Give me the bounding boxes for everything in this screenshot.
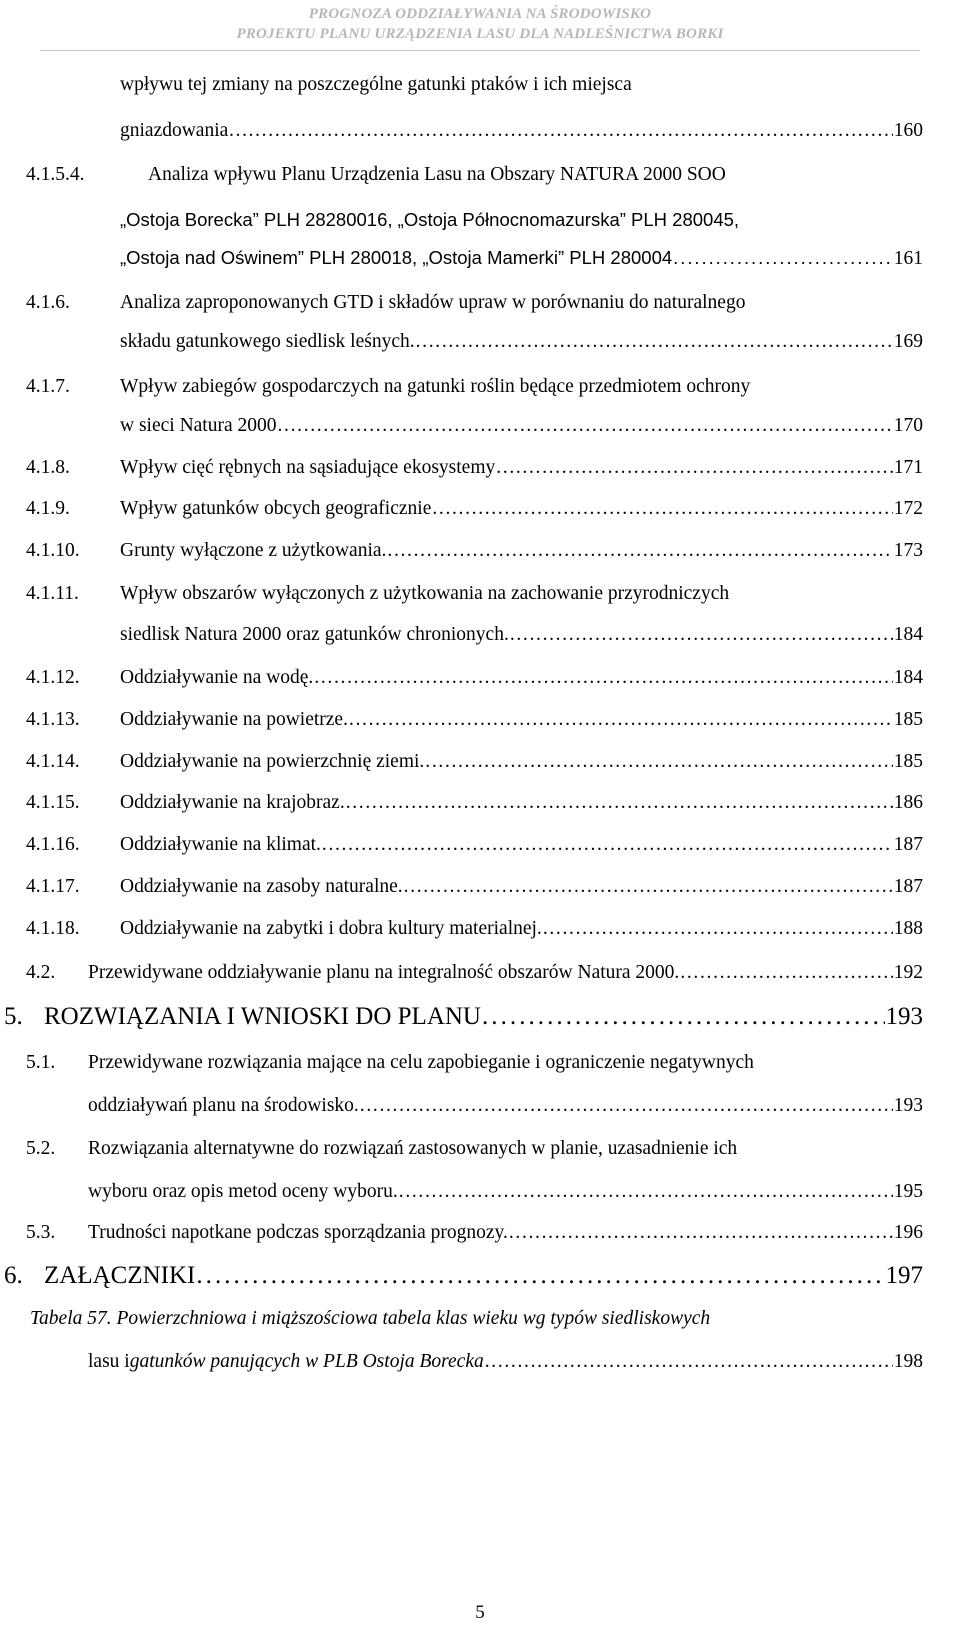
toc-number: 4.1.13.: [26, 709, 80, 730]
toc-page-number: 184: [893, 667, 923, 688]
toc-entry-text: Wpływ cięć rębnych na sąsiadujące ekosystemy: [120, 457, 496, 478]
toc-entry-text: ZAŁĄCZNIKI: [44, 1262, 196, 1289]
page-header: [0, 4, 960, 44]
toc-number: 4.1.14.: [26, 751, 80, 772]
toc-entry-text: Wpływ gatunków obcych geograficznie: [120, 498, 432, 519]
toc-entry-continuation[interactable]: [120, 120, 923, 142]
toc-entry-text: oddziaływań planu na środowisko.: [88, 1095, 359, 1116]
dot-leader: [268, 120, 892, 142]
toc-number: 4.1.9.: [26, 498, 70, 519]
toc-entry-4-1-9[interactable]: [120, 498, 923, 520]
toc-entry-6[interactable]: [44, 1262, 923, 1290]
toc-continuation-line-1: wpływu tej zmiany na poszczególne gatunki ptaków i ich miejsca: [120, 74, 632, 95]
toc-entry-4-1-12[interactable]: [120, 667, 923, 689]
toc-entry-line: Przewidywane rozwiązania mające na celu zapobieganie i ograniczenie negatywnych: [88, 1052, 754, 1073]
toc-number: 4.1.11.: [26, 583, 79, 604]
toc-page-number: 172: [893, 498, 923, 519]
toc-number: 4.1.16.: [26, 834, 80, 855]
toc-entry-text: ROZWIĄZANIA I WNIOSKI DO PLANU: [44, 1003, 481, 1030]
toc-entry-text: Oddziaływanie na wodę.: [120, 667, 314, 688]
toc-entry-text: wyboru oraz opis metod oceny wyboru.: [88, 1181, 398, 1202]
toc-entry-5[interactable]: [44, 1003, 923, 1031]
toc-entry-text-italic: gatunków panujących w PLB Ostoja Borecka: [129, 1351, 484, 1372]
dot-leader: [509, 1222, 893, 1244]
toc-entry-text: Oddziaływanie na zasoby naturalne.: [120, 876, 403, 897]
toc-number: 5.3.: [26, 1222, 56, 1243]
toc-number: 5.2.: [26, 1138, 56, 1159]
toc-page-number: 193: [885, 1003, 923, 1030]
toc-page-number: 184: [893, 624, 923, 645]
toc-page-number: 197: [885, 1262, 923, 1289]
toc-page-number: 187: [893, 834, 923, 855]
toc-number: 4.1.5.4.: [26, 164, 85, 185]
toc-number: 4.2.: [26, 962, 56, 983]
toc-entry-text-plain: lasu i: [88, 1351, 130, 1372]
dot-leader: [349, 709, 893, 731]
dot-leader: [387, 540, 892, 562]
toc-page-number: 160: [893, 120, 923, 141]
toc-page-number: 186: [893, 792, 923, 813]
toc-entry-text: Oddziaływanie na powierzchnię ziemi.: [120, 751, 425, 772]
toc-page-number: 195: [893, 1181, 923, 1202]
header-divider: [40, 50, 920, 51]
toc-entry-4-1-8[interactable]: [120, 457, 923, 479]
dot-leader: [404, 876, 893, 898]
dot-leader: [196, 1262, 884, 1290]
toc-number: 6.: [4, 1262, 23, 1289]
toc-entry-4-1-14[interactable]: [120, 751, 923, 773]
dot-leader: [673, 247, 893, 269]
toc-entry-tabela-57[interactable]: [88, 1351, 923, 1373]
toc-number: 4.1.10.: [26, 540, 80, 561]
dot-leader: [432, 498, 892, 520]
toc-entry-4-1-10[interactable]: [120, 540, 923, 562]
toc-page-number: 193: [893, 1095, 923, 1116]
toc-page-number: 185: [893, 709, 923, 730]
dot-leader: [496, 457, 893, 479]
toc-number: 4.1.12.: [26, 667, 80, 688]
toc-entry-line: Wpływ obszarów wyłączonych z użytkowania na zachowanie przyrodniczych: [120, 583, 730, 604]
toc-entry-4-1-11[interactable]: [120, 624, 923, 646]
toc-entry-text: Przewidywane oddziaływanie planu na integralność obszarów Natura 2000.: [88, 962, 680, 983]
toc-entry-line: Analiza zaproponowanych GTD i składów upraw w porównaniu do naturalnego: [120, 292, 746, 313]
dot-leader: [322, 834, 893, 856]
header-line-2: PROJEKTU PLANU URZĄDZENIA LASU DLA NADLEŚNICTWA BORKI: [236, 26, 724, 42]
dot-leader: [482, 1003, 885, 1031]
toc-entry-text: w sieci Natura 2000: [120, 415, 277, 436]
dot-leader: [346, 792, 893, 814]
dot-leader: [680, 962, 892, 984]
toc-table-caption-line-1: Tabela 57. Powierzchniowa i miąższościowa tabela klas wieku wg typów siedliskowych: [30, 1308, 711, 1329]
toc-entry-text: Trudności napotkane podczas sporządzania prognozy.: [88, 1222, 508, 1243]
toc-entry-5-3[interactable]: [88, 1222, 923, 1244]
toc-entry-text: Oddziaływanie na krajobraz.: [120, 792, 345, 813]
toc-entry-4-1-15[interactable]: [120, 792, 923, 814]
toc-entry-5-1[interactable]: [88, 1095, 923, 1117]
toc-entry-4-1-17[interactable]: [120, 876, 923, 898]
toc-page-number: 196: [893, 1222, 923, 1243]
toc-page-number: 198: [893, 1351, 923, 1372]
toc-page-number: 171: [893, 457, 923, 478]
toc-page-number: 188: [893, 918, 923, 939]
toc-number: 4.1.6.: [26, 292, 70, 313]
toc-number: 5.1.: [26, 1052, 56, 1073]
toc-entry-5-2[interactable]: [88, 1181, 923, 1203]
toc-entry-text: gniazdowania……: [120, 120, 268, 141]
dot-leader: [510, 624, 893, 646]
header-line-1: PROGNOZA ODDZIAŁYWANIA NA ŚRODOWISKO: [308, 6, 652, 22]
toc-page-number: 169: [893, 331, 923, 352]
toc-number: 4.1.7.: [26, 376, 70, 397]
toc-entry-text: Oddziaływanie na zabytki i dobra kultury materialnej.: [120, 918, 542, 939]
toc-entry-text: Oddziaływanie na klimat.: [120, 834, 321, 855]
dot-leader: [416, 331, 893, 353]
toc-entry-text: „Ostoja nad Oświnem” PLH 280018, „Ostoja Mamerki” PLH 280004: [120, 247, 673, 268]
toc-entry-line: Analiza wpływu Planu Urządzenia Lasu na Obszary NATURA 2000 SOO: [148, 164, 726, 185]
dot-leader: [485, 1351, 893, 1373]
toc-entry-text: siedlisk Natura 2000 oraz gatunków chronionych.: [120, 624, 509, 645]
toc-page-number: 192: [893, 962, 923, 983]
toc-entry-4-2[interactable]: [88, 962, 923, 984]
toc-page-number: 173: [893, 540, 923, 561]
toc-entry-line: Wpływ zabiegów gospodarczych na gatunki roślin będące przedmiotem ochrony: [120, 376, 751, 397]
toc-entry-text: składu gatunkowego siedlisk leśnych.: [120, 331, 415, 352]
toc-entry-text: Grunty wyłączone z użytkowania.: [120, 540, 387, 561]
toc-number: 4.1.18.: [26, 918, 80, 939]
toc-entry-4-1-6[interactable]: [120, 331, 923, 353]
toc-entry-4-1-16[interactable]: [120, 834, 923, 856]
toc-page-number: 170: [893, 415, 923, 436]
dot-leader: [314, 667, 892, 689]
dot-leader: [425, 751, 892, 773]
toc-number: 4.1.8.: [26, 457, 70, 478]
toc-entry-4-1-13[interactable]: [120, 709, 923, 731]
toc-number: 4.1.17.: [26, 876, 80, 897]
toc-entry-4-1-18[interactable]: [120, 918, 923, 940]
toc-entry-line: Rozwiązania alternatywne do rozwiązań zastosowanych w planie, uzasadnienie ich: [88, 1138, 738, 1159]
toc-entry-4-1-7[interactable]: [120, 415, 923, 437]
toc-page-number: 187: [893, 876, 923, 897]
page-number-footer: 5: [475, 1602, 485, 1623]
toc-entry-4-1-5-4[interactable]: [120, 247, 923, 270]
toc-number: 4.1.15.: [26, 792, 80, 813]
toc-page-number: 185: [893, 751, 923, 772]
toc-number: 5.: [4, 1003, 23, 1030]
toc-entry-line: „Ostoja Borecka” PLH 28280016, „Ostoja Północnomazurska” PLH 280045,: [120, 209, 740, 230]
dot-leader: [278, 415, 893, 437]
dot-leader: [543, 918, 893, 940]
dot-leader: [399, 1181, 893, 1203]
toc-page-number: 161: [893, 248, 923, 269]
dot-leader: [360, 1095, 893, 1117]
toc-entry-text: Oddziaływanie na powietrze.: [120, 709, 348, 730]
